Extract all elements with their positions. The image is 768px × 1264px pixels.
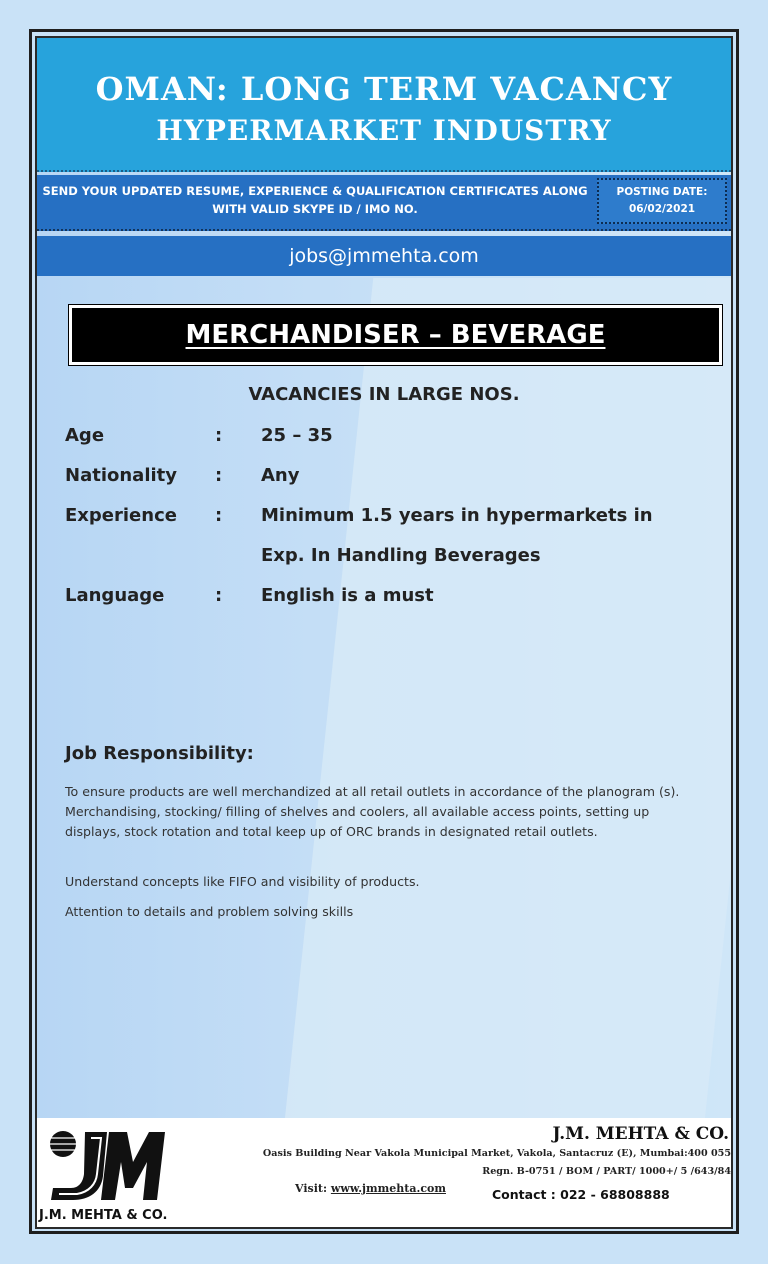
instruction-line-2: WITH VALID SKYPE ID / IMO NO. <box>212 202 418 216</box>
responsibility-paragraph: Understand concepts like FIFO and visibility of products. <box>65 874 420 889</box>
responsibility-paragraph: To ensure products are well merchandized at all retail outlets in accordance of the planogram (s). Merchandising, stocking/ filling of shelves and coolers, all available access points, setting up displays, stock rotation and total keep up of ORC brands in designated retail outlets. <box>65 784 680 839</box>
header-title: OMAN: LONG TERM VACANCY <box>95 70 673 108</box>
company-name: J.M. MEHTA & CO. <box>552 1124 729 1144</box>
detail-label: Age <box>65 425 105 446</box>
email-link[interactable]: jobs@jmmehta.com <box>289 245 479 267</box>
poster <box>35 36 733 1229</box>
posting-date-box <box>597 178 727 224</box>
detail-value: Any <box>261 465 300 486</box>
detail-value: 25 – 35 <box>261 425 333 446</box>
detail-value: English is a must <box>261 585 434 606</box>
background-panel <box>281 278 733 1158</box>
job-title-box <box>69 305 722 365</box>
company-logo <box>45 1126 165 1206</box>
company-registration: Regn. B-0751 / BOM / PART/ 1000+/ 5 /643/84 <box>482 1166 731 1177</box>
email-bar <box>37 236 731 276</box>
detail-value: Minimum 1.5 years in hypermarkets in <box>261 505 653 526</box>
detail-colon: : <box>215 505 223 526</box>
company-address: Oasis Building Near Vakola Municipal Market, Vakola, Santacruz (E), Mumbai:400 055 <box>262 1148 731 1159</box>
detail-colon: : <box>215 465 223 486</box>
visit-label: Visit: <box>295 1182 328 1195</box>
contact-number: Contact : 022 - 68808888 <box>492 1187 670 1202</box>
posting-date-label: POSTING DATE: <box>616 186 708 198</box>
website-line <box>295 1182 446 1195</box>
detail-label: Experience <box>65 505 177 526</box>
posting-date-value: 06/02/2021 <box>628 203 696 215</box>
instruction-text <box>37 182 593 218</box>
vacancies-heading: VACANCIES IN LARGE NOS. <box>248 384 520 405</box>
detail-label: Nationality <box>65 465 177 486</box>
responsibility-paragraph: Attention to details and problem solving skills <box>65 904 354 919</box>
detail-value: Exp. In Handling Beverages <box>261 545 541 566</box>
instruction-line-1: SEND YOUR UPDATED RESUME, EXPERIENCE & QUALIFICATION CERTIFICATES ALONG <box>42 184 588 198</box>
logo-text: J.M. MEHTA & CO. <box>39 1208 168 1223</box>
detail-colon: : <box>215 585 223 606</box>
job-title: MERCHANDISER – BEVERAGE <box>185 320 606 350</box>
responsibility-heading: Job Responsibility: <box>65 743 254 764</box>
header-subtitle: HYPERMARKET INDUSTRY <box>156 114 612 147</box>
header-banner <box>37 38 731 172</box>
instruction-bar <box>37 175 731 231</box>
detail-label: Language <box>65 585 165 606</box>
website-link[interactable]: www.jmmehta.com <box>330 1182 446 1195</box>
company-footer <box>37 1118 731 1228</box>
detail-colon: : <box>215 425 223 446</box>
